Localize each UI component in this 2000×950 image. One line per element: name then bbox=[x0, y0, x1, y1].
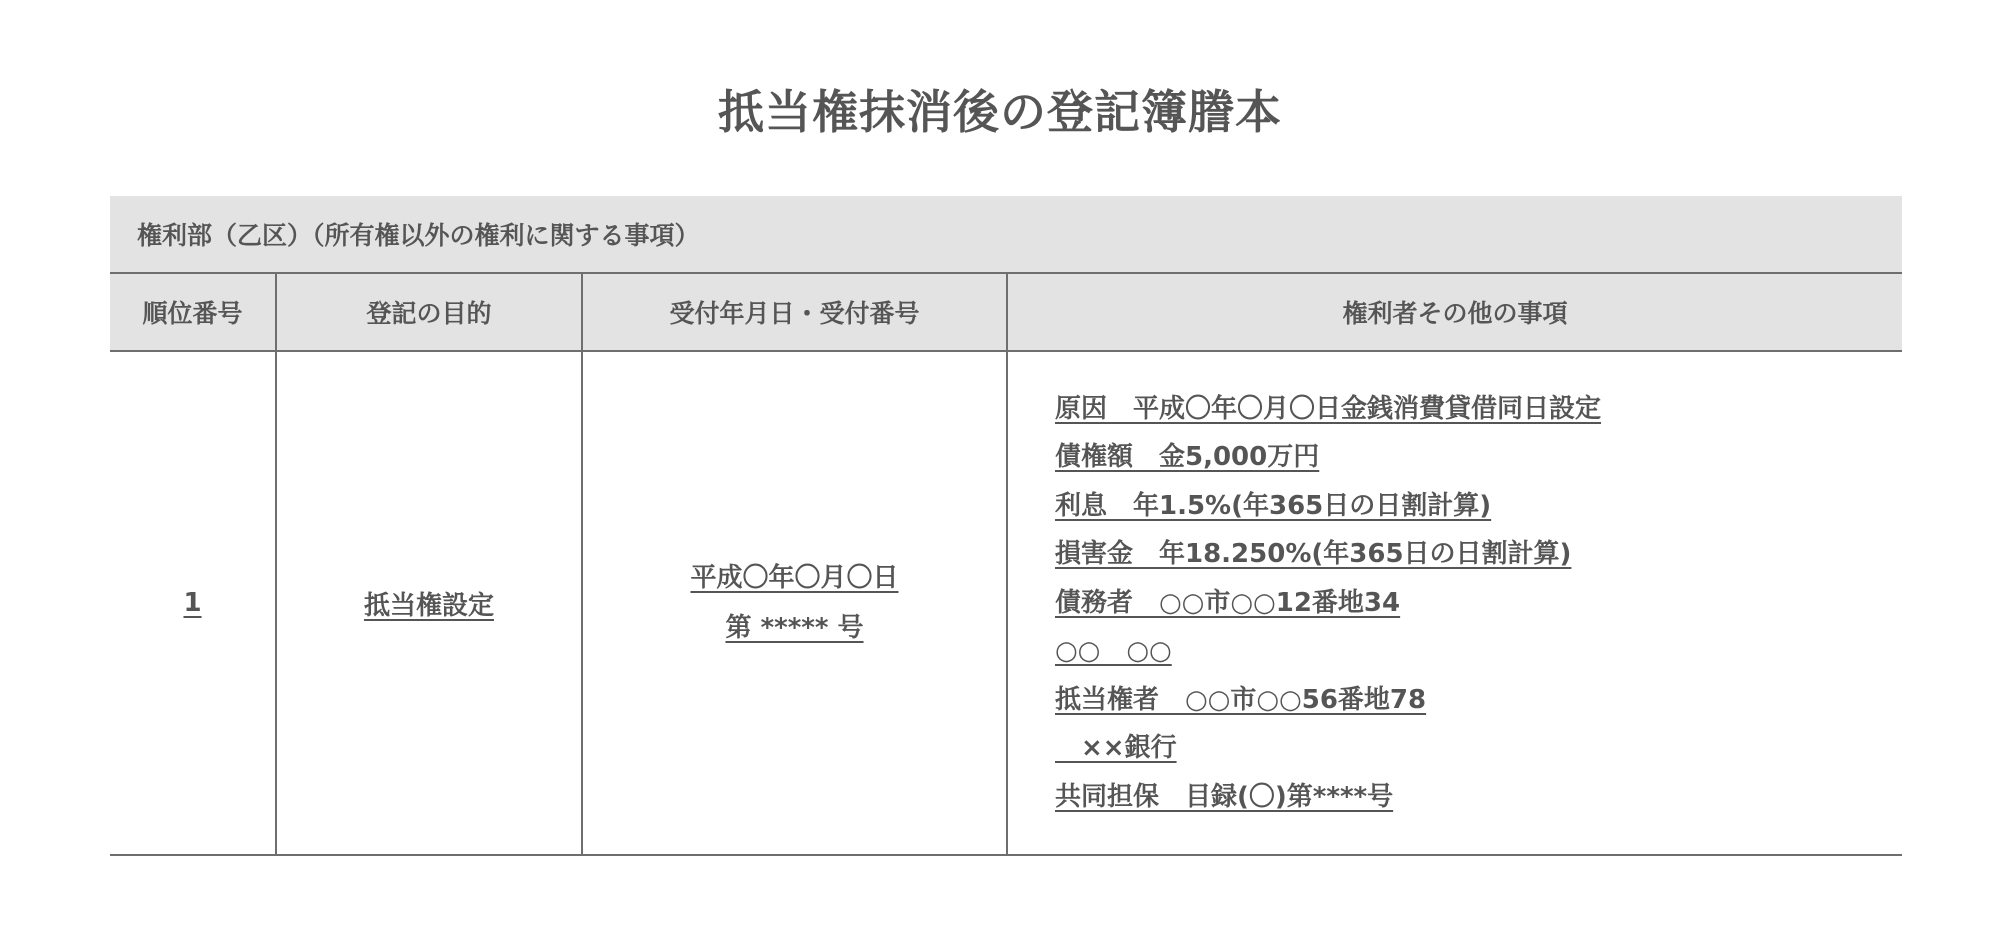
column-header-row bbox=[110, 273, 1902, 351]
section-header-row bbox=[110, 196, 1902, 273]
reception-date: 平成〇年〇月〇日 bbox=[690, 563, 899, 593]
table-row bbox=[110, 351, 1902, 855]
column-header-details: 権利者その他の事項 bbox=[1007, 273, 1902, 351]
details-cell bbox=[1007, 351, 1902, 855]
rank-number: 1 bbox=[183, 588, 202, 618]
column-header-reception: 受付年月日・受付番号 bbox=[582, 273, 1007, 351]
detail-debtor-name: ○○ ○○ bbox=[1055, 636, 1172, 667]
detail-damages: 損害金 年18.250%(年365日の日割計算) bbox=[1055, 539, 1572, 570]
reception-number: 第 ***** 号 bbox=[725, 613, 864, 643]
detail-claim-amount: 債権額 金5,000万円 bbox=[1055, 442, 1320, 473]
registration-purpose: 抵当権設定 bbox=[363, 590, 494, 621]
detail-interest: 利息 年1.5%(年365日の日割計算) bbox=[1055, 490, 1492, 521]
document-title: 抵当権抹消後の登記簿謄本 bbox=[718, 85, 1282, 139]
purpose-cell bbox=[276, 351, 582, 855]
detail-mortgagee-name: ××銀行 bbox=[1055, 733, 1177, 764]
column-header-rank: 順位番号 bbox=[110, 273, 276, 351]
detail-mortgagee: 抵当権者 ○○市○○56番地78 bbox=[1055, 684, 1427, 715]
detail-cause: 原因 平成〇年〇月〇日金銭消費貸借同日設定 bbox=[1055, 393, 1602, 424]
section-header: 権利部（乙区）（所有権以外の権利に関する事項） bbox=[110, 196, 1902, 273]
rights-section-table bbox=[110, 196, 1902, 856]
detail-joint-collateral: 共同担保 目録(〇)第****号 bbox=[1055, 781, 1394, 812]
detail-debtor: 債務者 ○○市○○12番地34 bbox=[1055, 587, 1401, 618]
rank-cell bbox=[110, 351, 276, 855]
reception-cell bbox=[582, 351, 1007, 855]
column-header-purpose: 登記の目的 bbox=[276, 273, 582, 351]
